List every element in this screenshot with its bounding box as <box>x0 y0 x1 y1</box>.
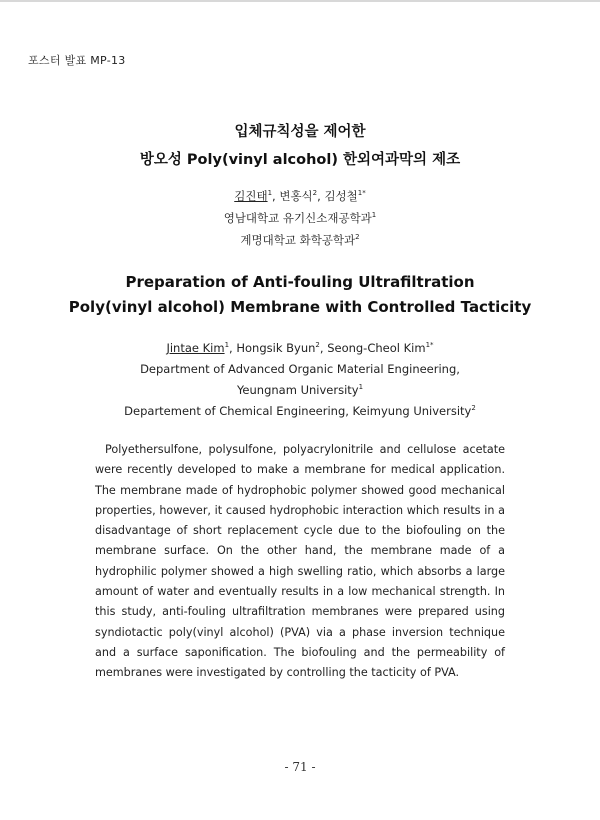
author-superscript: 1* <box>425 341 434 350</box>
author-name: Hongsik Byun <box>236 341 316 355</box>
author-name: 김성철 <box>324 189 358 203</box>
english-title-line1: Preparation of Anti-fouling Ultrafiltration <box>125 273 475 291</box>
abstract-paragraph: Polyethersulfone, polysulfone, polyacrylonitrile and cellulose acetate were recently developed to make a membrane for medical application. The membrane made of hydrophobic polymer showed good mechanical properties, however, it caused hydrophobic interaction which results in a disadvantage of short replacement cycle due to the biofouling on the membrane surface. On the other hand, the membrane made of a hydrophilic polymer showed a high swelling ratio, which absorbs a large amount of water and eventually results in a low mechanical strength. In this study, anti-fouling ultrafiltration membranes were prepared using syndiotactic poly(vinyl alcohol) (PVA) via a phase inversion technique and a surface saponification. The biofouling and the permeability of membranes were investigated by controlling the tacticity of PVA. <box>95 443 505 680</box>
author-superscript: 1 <box>267 189 273 198</box>
english-authors <box>0 341 600 355</box>
affiliation-text: 영남대학교 유기신소재공학과 <box>223 211 372 225</box>
english-author-1 <box>166 341 236 355</box>
author-name: 변홍식 <box>279 189 313 203</box>
korean-author-1 <box>234 189 279 203</box>
korean-title-line2: 방오성 Poly(vinyl alcohol) 한외여과막의 제조 <box>139 152 461 168</box>
korean-author-3 <box>324 189 365 203</box>
author-separator: , <box>229 341 237 355</box>
author-name: Jintae Kim <box>166 341 225 355</box>
affiliation-superscript: 2 <box>355 233 360 242</box>
english-affiliation-1-line2 <box>0 383 600 397</box>
page-number: - 71 - <box>284 760 316 774</box>
author-superscript: 1 <box>224 341 230 350</box>
english-author-2 <box>236 341 327 355</box>
korean-affiliation-1 <box>0 210 600 226</box>
page-top-border <box>0 0 600 2</box>
author-name: 김진태 <box>234 189 268 203</box>
korean-affiliation-2 <box>0 232 600 248</box>
korean-title-line1: 입체규칙성을 제어한 <box>234 124 366 140</box>
affiliation-superscript: 1 <box>371 211 377 220</box>
author-name: Seong-Cheol Kim <box>327 341 426 355</box>
author-separator: , <box>272 189 280 203</box>
english-affiliation-1-line1: Department of Advanced Organic Material Engineering, <box>140 362 460 376</box>
author-superscript: 2 <box>315 341 320 350</box>
affiliation-superscript: 2 <box>471 404 476 413</box>
korean-author-2 <box>279 189 324 203</box>
affiliation-text: Departement of Chemical Engineering, Keimyung University <box>124 404 472 418</box>
author-separator: , <box>319 341 328 355</box>
session-label: 포스터 발표 MP-13 <box>28 54 126 67</box>
abstract <box>95 440 505 684</box>
affiliation-text: Yeungnam University <box>236 383 359 397</box>
affiliation-text: 계명대학교 화학공학과 <box>240 233 356 247</box>
english-author-3 <box>327 341 433 355</box>
english-title-line2: Poly(vinyl alcohol) Membrane with Controlled Tacticity <box>68 298 532 316</box>
author-superscript: 1* <box>357 189 366 198</box>
author-superscript: 2 <box>312 189 318 198</box>
english-affiliation-2 <box>0 404 600 418</box>
affiliation-superscript: 1 <box>358 383 364 392</box>
korean-authors <box>0 188 600 204</box>
author-separator: , <box>317 189 325 203</box>
